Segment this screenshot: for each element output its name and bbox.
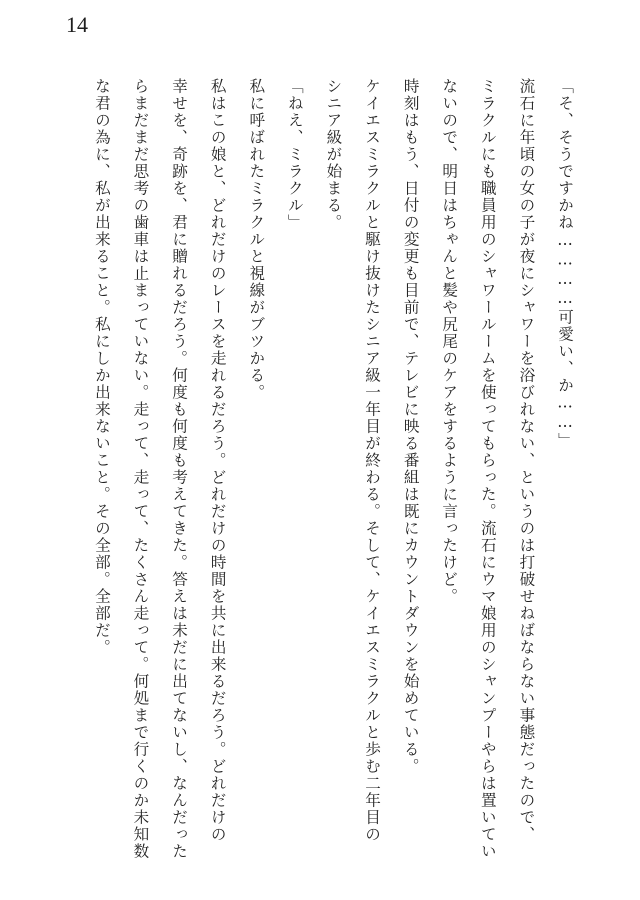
body-text	[70, 78, 572, 868]
text-line: らまだまだ思考の歯車は止まっていない。走って、走って、たくさん走って。何処まで行くのか未知数	[131, 78, 150, 860]
text-line: 流石に年頃の女の子が夜にシャワーを浴びれない、というのは打破せねばならない事態だったので、	[517, 78, 536, 843]
text-line: な君の為に、私が出来ること。私にしか出来ないこと。その全部。全部だ。	[92, 78, 111, 656]
text-line: ケイエスミラクルと駆け抜けたシニア級一年目が終わる。そして、ケイエスミラクルと歩む二年目の	[363, 78, 382, 843]
page-number: 14	[66, 12, 88, 37]
text-line: シニア級が始まる。	[324, 78, 343, 231]
text-line: 時刻はもう、日付の変更も目前で、テレビに映る番組は既にカウントダウンを始めている。	[401, 78, 420, 775]
text-line: 幸せを、奇跡を、君に贈れるだろう。何度も何度も考えてきた。答えは未だに出てないし、なんだった	[170, 78, 189, 860]
text-line: 私はこの娘と、どれだけのレースを走れるだろう。どれだけの時間を共に出来るだろう。どれだけの	[208, 78, 227, 843]
text-line: 「そ、そうですかね…………可愛い、か……」	[556, 78, 574, 450]
text-line: ないので、明日はちゃんと髪や尻尾のケアをするように言ったけど。	[440, 78, 459, 605]
text-line: 「ねえ、ミラクル」	[285, 78, 304, 231]
text-line: ミラクルにも職員用のシャワールームを使ってもらった。流石にウマ娘用のシャンプーやらは置いてい	[478, 78, 497, 860]
text-line: 私に呼ばれたミラクルと視線がブツかる。	[247, 78, 266, 401]
